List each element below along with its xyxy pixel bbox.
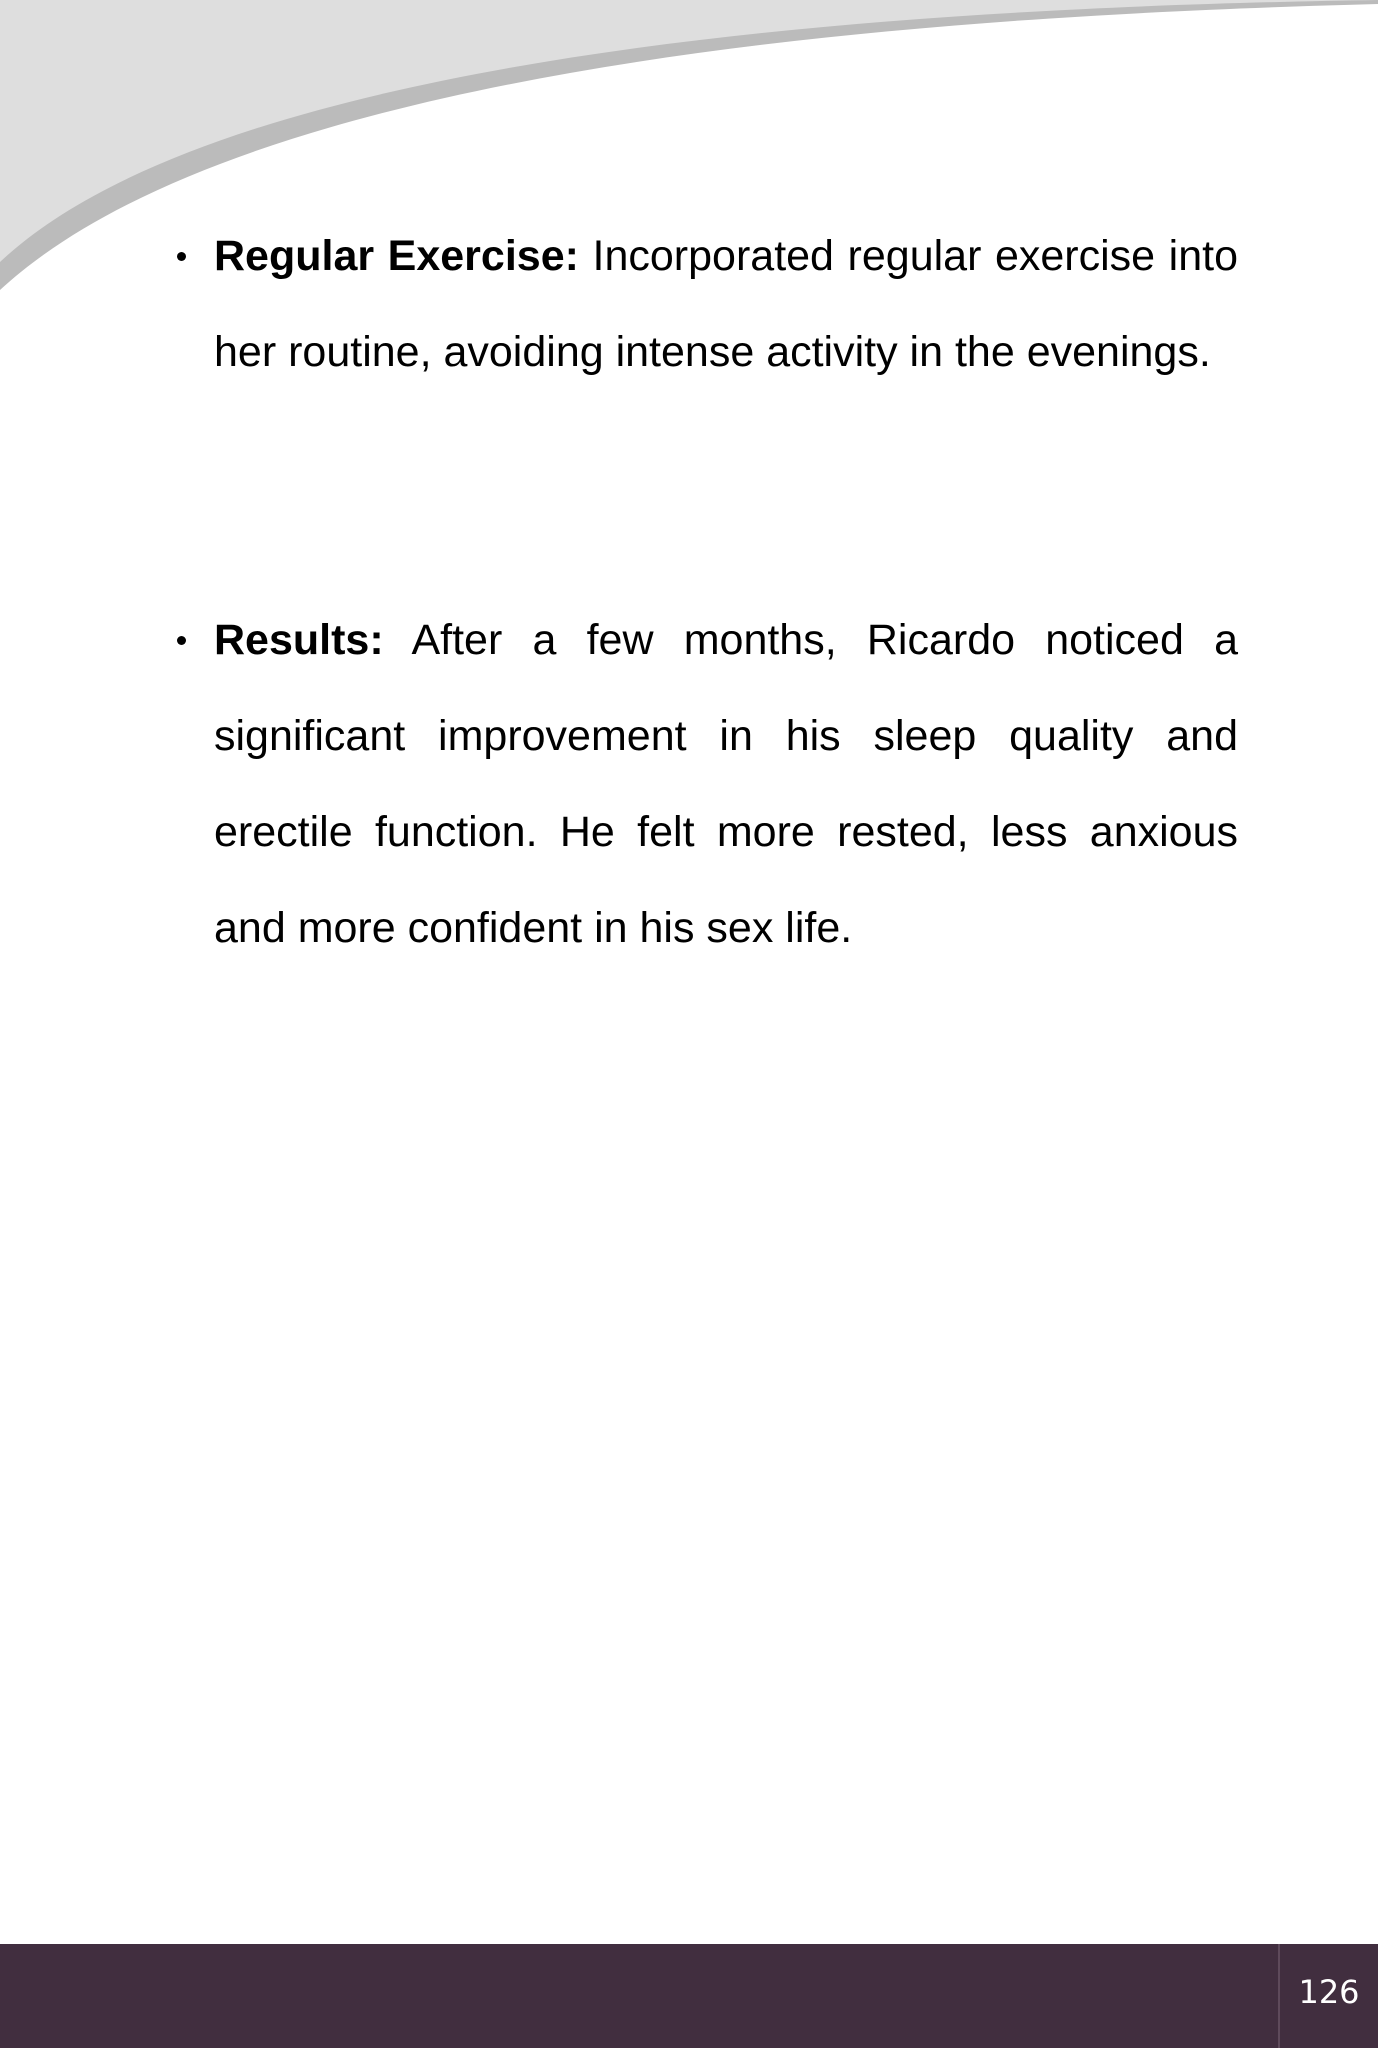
list-item-regular-exercise <box>214 208 1238 400</box>
item-term: Regular Exercise: <box>214 232 579 280</box>
page-number: 126 <box>1298 1973 1360 2011</box>
bullet-icon <box>177 636 186 645</box>
item-text: Incorporated regular exercise into her routine, avoiding intense activity in the evenings. <box>214 232 1239 376</box>
item-term: Results: <box>214 616 384 664</box>
list-item-results <box>214 592 1238 976</box>
item-text: After a few months, Ricardo noticed a significant improvement in his sleep quality and erectile function. He felt more rested, less anxious and more confident in his sex life. <box>214 616 1238 952</box>
page-footer <box>0 1944 1378 2048</box>
bullet-icon <box>177 252 186 261</box>
